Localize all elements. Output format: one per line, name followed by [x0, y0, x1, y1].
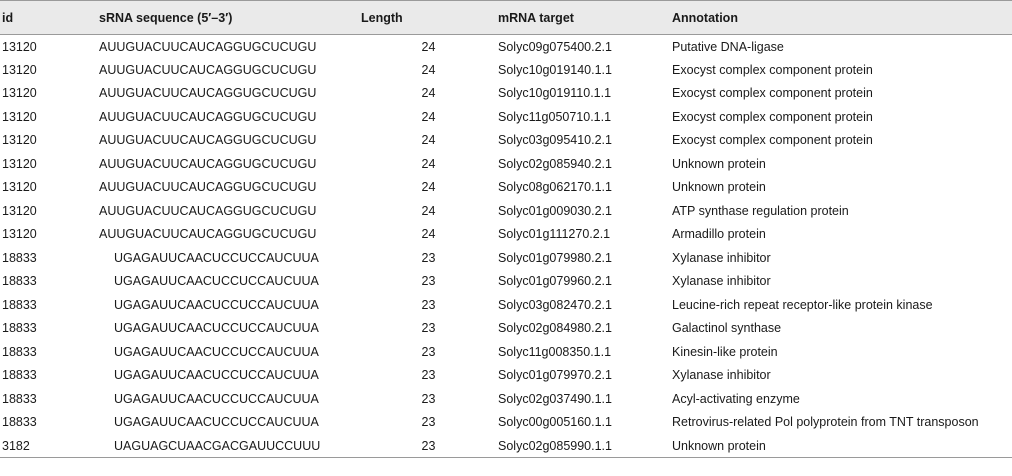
- cell-id: 13120: [2, 227, 37, 242]
- table-row: [0, 129, 1012, 153]
- cell-length: 23: [421, 391, 436, 406]
- cell-length: 23: [421, 368, 436, 383]
- cell-target: Solyc11g008350.1.1: [498, 344, 612, 359]
- cell-target: Solyc01g079970.2.1: [498, 368, 612, 383]
- cell-annotation: Exocyst complex component protein: [672, 62, 873, 77]
- table-row: [0, 434, 1012, 458]
- cell-sequence: UGAGAUUCAACUCCUCCAUCUUA: [114, 368, 319, 383]
- table-row: [0, 223, 1012, 247]
- cell-length: 23: [421, 321, 436, 336]
- cell-target: Solyc02g037490.1.1: [498, 391, 612, 406]
- cell-sequence: AUUGUACUUCAUCAGGUGCUCUGU: [99, 86, 317, 101]
- cell-id: 18833: [2, 321, 37, 336]
- header-length: Length: [361, 1, 496, 35]
- cell-target: Solyc01g009030.2.1: [498, 203, 612, 218]
- cell-id: 18833: [2, 297, 37, 312]
- cell-sequence: UAGUAGCUAACGACGAUUCCUUU: [97, 434, 361, 458]
- cell-length: 24: [421, 109, 436, 124]
- cell-annotation: Unknown protein: [670, 434, 1012, 458]
- cell-sequence: UGAGAUUCAACUCCUCCAUCUUA: [114, 274, 319, 289]
- table-body: [0, 35, 1012, 458]
- cell-sequence: AUUGUACUUCAUCAGGUGCUCUGU: [99, 180, 317, 195]
- table-row: [0, 387, 1012, 411]
- cell-target: Solyc02g085990.1.1: [496, 434, 670, 458]
- cell-id: 18833: [2, 344, 37, 359]
- cell-length: 24: [421, 227, 436, 242]
- cell-id: 18833: [2, 415, 37, 430]
- cell-annotation: Xylanase inhibitor: [672, 368, 771, 383]
- cell-target: Solyc01g111270.2.1: [498, 227, 611, 242]
- cell-id: 13120: [2, 156, 37, 171]
- cell-sequence: AUUGUACUUCAUCAGGUGCUCUGU: [99, 227, 317, 242]
- cell-target: Solyc02g084980.2.1: [498, 321, 612, 336]
- cell-sequence: AUUGUACUUCAUCAGGUGCUCUGU: [99, 39, 317, 54]
- table-row: [0, 364, 1012, 388]
- cell-sequence: UGAGAUUCAACUCCUCCAUCUUA: [114, 415, 319, 430]
- header-annotation: Annotation: [670, 1, 1012, 35]
- cell-annotation: Armadillo protein: [672, 227, 766, 242]
- cell-target: Solyc11g050710.1.1: [498, 109, 612, 124]
- header-sequence: sRNA sequence (5′–3′): [97, 1, 361, 35]
- cell-sequence: AUUGUACUUCAUCAGGUGCUCUGU: [99, 156, 317, 171]
- table-row: [0, 58, 1012, 82]
- cell-length: 23: [421, 297, 436, 312]
- cell-id: 3182: [0, 434, 97, 458]
- table-row: [0, 82, 1012, 106]
- table-row: [0, 105, 1012, 129]
- cell-id: 13120: [2, 62, 37, 77]
- table-row: [0, 246, 1012, 270]
- cell-annotation: Unknown protein: [672, 180, 766, 195]
- cell-target: Solyc01g079960.2.1: [498, 274, 612, 289]
- cell-annotation: Xylanase inhibitor: [672, 274, 771, 289]
- cell-annotation: Unknown protein: [672, 156, 766, 171]
- header-row: [0, 1, 1012, 35]
- table-row: [0, 199, 1012, 223]
- cell-length: 24: [421, 133, 436, 148]
- cell-length: 24: [421, 62, 436, 77]
- cell-id: 18833: [2, 391, 37, 406]
- cell-length: 24: [421, 156, 436, 171]
- cell-id: 13120: [2, 180, 37, 195]
- table-row: [0, 35, 1012, 59]
- cell-length: 24: [421, 39, 436, 54]
- cell-length: 23: [421, 250, 436, 265]
- table-row: [0, 340, 1012, 364]
- cell-sequence: UGAGAUUCAACUCCUCCAUCUUA: [114, 344, 319, 359]
- cell-id: 13120: [2, 39, 37, 54]
- cell-sequence: AUUGUACUUCAUCAGGUGCUCUGU: [99, 109, 317, 124]
- cell-annotation: Xylanase inhibitor: [672, 250, 771, 265]
- cell-length: 24: [421, 203, 436, 218]
- table-row: [0, 317, 1012, 341]
- cell-length: 23: [421, 415, 436, 430]
- cell-id: 13120: [2, 86, 37, 101]
- cell-id: 18833: [2, 274, 37, 289]
- cell-id: 13120: [2, 133, 37, 148]
- cell-annotation: Exocyst complex component protein: [672, 133, 873, 148]
- table-row: [0, 270, 1012, 294]
- cell-length: 23: [421, 274, 436, 289]
- cell-sequence: AUUGUACUUCAUCAGGUGCUCUGU: [99, 203, 317, 218]
- cell-id: 18833: [2, 250, 37, 265]
- cell-annotation: Acyl-activating enzyme: [672, 391, 800, 406]
- cell-sequence: UGAGAUUCAACUCCUCCAUCUUA: [114, 391, 319, 406]
- cell-length: 23: [361, 434, 496, 458]
- table-header: [0, 1, 1012, 35]
- cell-id: 13120: [2, 109, 37, 124]
- cell-target: Solyc09g075400.2.1: [498, 39, 612, 54]
- table-row: [0, 176, 1012, 200]
- table-row: [0, 152, 1012, 176]
- cell-target: Solyc10g019140.1.1: [498, 62, 612, 77]
- cell-annotation: Retrovirus-related Pol polyprotein from TNT transposon: [672, 415, 979, 430]
- cell-sequence: AUUGUACUUCAUCAGGUGCUCUGU: [99, 62, 317, 77]
- cell-target: Solyc00g005160.1.1: [498, 415, 612, 430]
- table-row: [0, 293, 1012, 317]
- cell-length: 24: [421, 86, 436, 101]
- cell-id: 13120: [2, 203, 37, 218]
- header-id: id: [0, 1, 97, 35]
- cell-target: Solyc03g082470.2.1: [498, 297, 612, 312]
- cell-annotation: Exocyst complex component protein: [672, 86, 873, 101]
- cell-annotation: Kinesin-like protein: [672, 344, 778, 359]
- cell-sequence: UGAGAUUCAACUCCUCCAUCUUA: [114, 321, 319, 336]
- cell-annotation: Putative DNA-ligase: [672, 39, 784, 54]
- cell-sequence: UGAGAUUCAACUCCUCCAUCUUA: [114, 297, 319, 312]
- cell-annotation: Exocyst complex component protein: [672, 109, 873, 124]
- cell-target: Solyc01g079980.2.1: [498, 250, 612, 265]
- cell-annotation: ATP synthase regulation protein: [672, 203, 849, 218]
- cell-target: Solyc02g085940.2.1: [498, 156, 612, 171]
- cell-length: 24: [421, 180, 436, 195]
- cell-sequence: UGAGAUUCAACUCCUCCAUCUUA: [114, 250, 319, 265]
- header-target: mRNA target: [496, 1, 670, 35]
- cell-sequence: AUUGUACUUCAUCAGGUGCUCUGU: [99, 133, 317, 148]
- cell-target: Solyc03g095410.2.1: [498, 133, 612, 148]
- table-row: [0, 411, 1012, 435]
- cell-annotation: Galactinol synthase: [672, 321, 782, 336]
- cell-length: 23: [421, 344, 436, 359]
- cell-target: Solyc08g062170.1.1: [498, 180, 612, 195]
- cell-id: 18833: [2, 368, 37, 383]
- cell-target: Solyc10g019110.1.1: [498, 86, 612, 101]
- cell-annotation: Leucine-rich repeat receptor-like protein kinase: [672, 297, 933, 312]
